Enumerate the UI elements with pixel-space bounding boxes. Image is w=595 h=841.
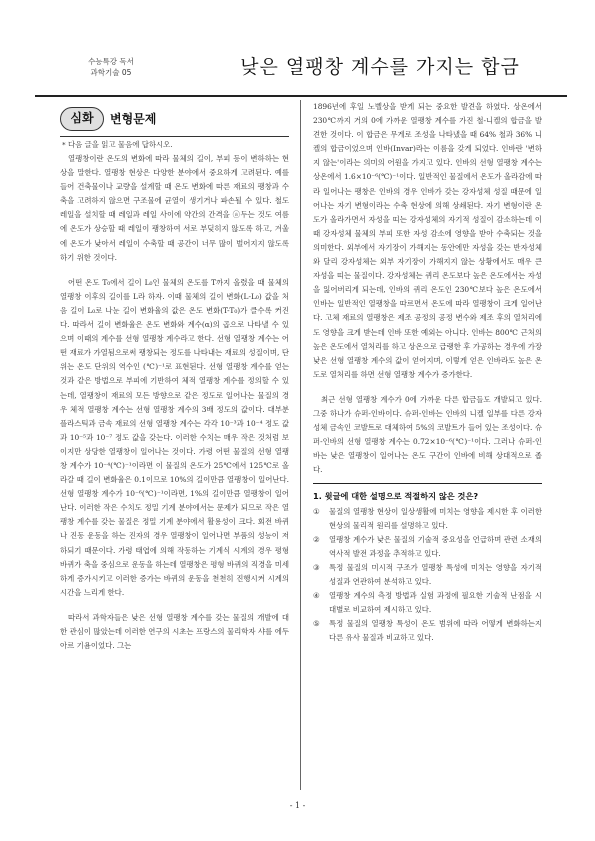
passage-paragraph-5: 최근 선형 열팽창 계수가 0에 가까운 다른 합금들도 개발되고 있다. 그중 하나가 슈퍼-인바이다. 슈퍼-인바는 인바의 니켈 일부를 다른 강자성체 금속인 코발트로 대체하여 5%의 코발트가 들어 있는 조성이다. 슈퍼-인바의 선형 열팽창 계수는 0.72×10⁻⁶(℃)⁻¹이다. 그러나 슈퍼-인바는 낮은 열팽창이 일어나는 온도 구간이 인바에 비해 상대적으로 좁다. <box>313 394 542 475</box>
answer-choice-1[interactable] <box>313 505 542 533</box>
question-divider <box>313 483 542 484</box>
header-divider <box>35 95 567 97</box>
header-meta-unit: 과학기술 05 <box>90 68 132 77</box>
choice-number: ② <box>313 535 320 545</box>
section-badge: 심화 <box>60 107 104 131</box>
answer-choice-3[interactable] <box>313 561 542 589</box>
header-meta-book: 수능특강 독서 <box>88 57 134 66</box>
section-heading <box>60 104 289 134</box>
section-title: 변형문제 <box>110 111 157 126</box>
choice-number: ⑤ <box>313 619 320 629</box>
section-divider <box>60 136 289 137</box>
page-header <box>35 48 567 94</box>
answer-choice-5[interactable] <box>313 617 542 645</box>
choice-text: 물질의 열팽창 현상이 일상생활에 미치는 영향을 제시한 후 이러한 현상의 물리적 원리를 설명하고 있다. <box>329 507 542 531</box>
passage-paragraph-2: 어떤 온도 T₀에서 길이 L₀인 물체의 온도를 T까지 올렸을 때 물체의 열팽창 이후의 길이를 L라 하자. 이때 물체의 길이 변화(L-L₀) 값을 처음 길이 L₀로 나눈 길이 변화율의 값은 온도 변화(T-T₀)가 클수록 커진다. 따라서 길이 변화율은 온도 변화와 계수(α)의 곱으로 나타낼 수 있으며 이때의 계수를 선형 열팽창 계수라고 한다. 선형 열팽창 계수는 어떤 재료가 가열됨으로써 팽창되는 정도를 나타내는 재료의 성질이며, 단위는 온도 단위의 역수인 (℃)⁻¹로 표현된다. 선형 열팽창 계수를 얻는 것과 같은 방법으로 부피에 기반하여 체적 열팽창 계수를 정의할 수 있는데, 열팽창이 재료의 모든 방향으로 같은 정도로 일어나는 물질의 경우 체적 열팽창 계수는 선형 열팽창 계수의 3배 정도의 값이다. 대부분 플라스틱과 금속 재료의 선형 열팽창 계수는 각각 10⁻³과 10⁻⁴ 정도 값과 10⁻⁵과 10⁻⁷ 정도 값을 갖는다. 이러한 수치는 매우 작은 것처럼 보이지만 상당한 열팽창이 일어나는 것이다. 가령 어떤 물질의 선형 열팽창 계수가 10⁻⁴(℃)⁻¹이라면 이 물질의 온도가 25℃에서 125℃로 올라갈 때 길이 변화율은 0.1이므로 10%의 길이만큼 열팽창이 일어난다. 선형 열팽창 계수가 10⁻⁶(℃)⁻¹이라면, 1%의 길이만큼 열팽창이 일어난다. 이러한 작은 수치도 정밀 기계 분야에서는 문제가 되므로 작은 열팽창 계수를 갖는 물질은 정밀 기계 분야에서 활용성이 크다. 회전 바퀴나 진동 운동을 하는 진자의 경우 열팽창이 일어나면 부품의 성능이 저하되기 때문이다. 가령 태엽에 의해 작동하는 기계식 시계의 경우 평형 바퀴가 축을 중심으로 운동을 하는데 열팽창은 평형 바퀴의 직경을 미세하게 증가시키고 이러한 증가는 바퀴의 운동을 천천히 진행시켜 시계의 시간을 느리게 한다. <box>60 277 289 597</box>
page-title: 낮은 열팽창 계수를 가지는 합금 <box>240 56 520 78</box>
choice-text: 특정 물질의 미시적 구조가 열팽창 특성에 미치는 영향을 자기적 성질과 연관하여 분석하고 있다. <box>329 563 542 587</box>
passage-paragraph-4: 1896년에 후일 노벨상을 받게 되는 중요한 발견을 하였다. 상온에서 230℃까지 거의 0에 가까운 열팽창 계수를 가진 철-니켈의 합금을 발견한 것이다. 이 합금은 무게로 조성을 나타냈을 때 64% 철과 36% 니켈의 합금이었으며 인바(Invar)라는 이름을 갖게 되었다. 인바란 '변하지 않는'이라는 의미의 어원을 가지고 있다. 인바의 선형 열팽창 계수는 상온에서 1.6×10⁻⁶(℃)⁻¹이다. 일반적인 물질에서 온도가 올라감에 따라 일어나는 팽창은 인바의 경우 인바가 갖는 강자성체 성질 때문에 일어나는 자기 변형이라는 수축 현상에 의해 상쇄된다. 자기 변형이란 온도가 올라가면서 자성을 띠는 강자성체의 자기적 성질이 감소하는데 이때 강자성체 물체의 부피 또한 자성 감소에 영향을 받아 수축되는 것을 의미한다. 외부에서 자기장이 가해지는 동안에만 자성을 갖는 반자성체와 달리 강자성체는 외부 자기장이 가해지지 않는 상황에서도 매우 큰 자성을 띠는 물질이다. 강자성체는 퀴리 온도보다 높은 온도에서는 자성을 잃어버리게 되는데, 인바의 퀴리 온도인 230℃보다 높은 온도에서 인바는 일반적인 열팽창을 따르면서 온도에 따라 열팽창이 크게 일어난다. 고체 재료의 열팽창은 제조 공정의 공정 변수와 제조 후의 열처리에도 영향을 크게 받는데 인바 또한 예외는 아니다. 인바는 800℃ 근처의 높은 온도에서 열처리를 하고 상온으로 급랭한 후 가공하는 경우에 가장 낮은 선형 열팽창 계수의 값이 얻어지며, 이렇게 얻은 인바라도 높은 온도로 열처리를 하면 선형 열팽창 계수가 증가한다. <box>313 102 542 379</box>
answer-choice-4[interactable] <box>313 589 542 617</box>
answer-choice-2[interactable] <box>313 533 542 561</box>
passage-paragraph-3: 따라서 과학자들은 낮은 선형 열팽창 계수를 갖는 물질의 개발에 대한 관심이 많았는데 이러한 연구의 시초는 프랑스의 물리학자 샤를 에두아르 기욤이었다. 그는 <box>60 612 289 651</box>
choice-number: ④ <box>313 591 320 601</box>
instruction-text: * 다음 글을 읽고 물음에 답하시오. <box>62 140 173 149</box>
right-column <box>313 100 542 645</box>
choice-text: 특정 물질의 열팽창 특성이 온도 범위에 따라 어떻게 변화하는지 다른 유사 물질과 비교하고 있다. <box>329 619 542 643</box>
choice-text: 열팽창 계수가 낮은 물질의 기술적 중요성을 언급하며 관련 소재의 역사적 발전 과정을 추적하고 있다. <box>329 535 542 559</box>
choice-number: ③ <box>313 563 320 573</box>
page-number: - 1 - <box>289 801 306 810</box>
passage-paragraph-1: 열팽창이란 온도의 변화에 따라 물체의 길이, 부피 등이 변하하는 현상을 말한다. 열팽창 현상은 다양한 분야에서 중요하게 고려된다. 예를 들어 건축물이나 교량을 설계할 때 온도 변화에 따른 재료의 팽창과 수축을 고려하지 않으면 구조물에 균열이 생기거나 파손될 수 있다. 철도 레일을 설치할 때 레일과 레일 사이에 약간의 간격을 ⓐ두는 것도 여름에 온도가 상승할 때 레일이 팽창하여 서로 부딪히지 않도록 하고, 겨울에 온도가 낮아서 레일이 수축할 때 공간이 너무 많이 벌어지지 않도록 하기 위한 것이다. <box>60 154 289 262</box>
choice-text: 열팽창 계수의 측정 방법과 실험 과정에 필요한 기술적 난점을 시대별로 비교하여 제시하고 있다. <box>329 591 542 615</box>
choice-number: ① <box>313 507 320 517</box>
left-column <box>60 100 289 653</box>
column-divider <box>300 100 301 790</box>
header-meta <box>71 56 151 78</box>
question-title: 1. 윗글에 대한 설명으로 적절하지 않은 것은? <box>313 491 479 502</box>
